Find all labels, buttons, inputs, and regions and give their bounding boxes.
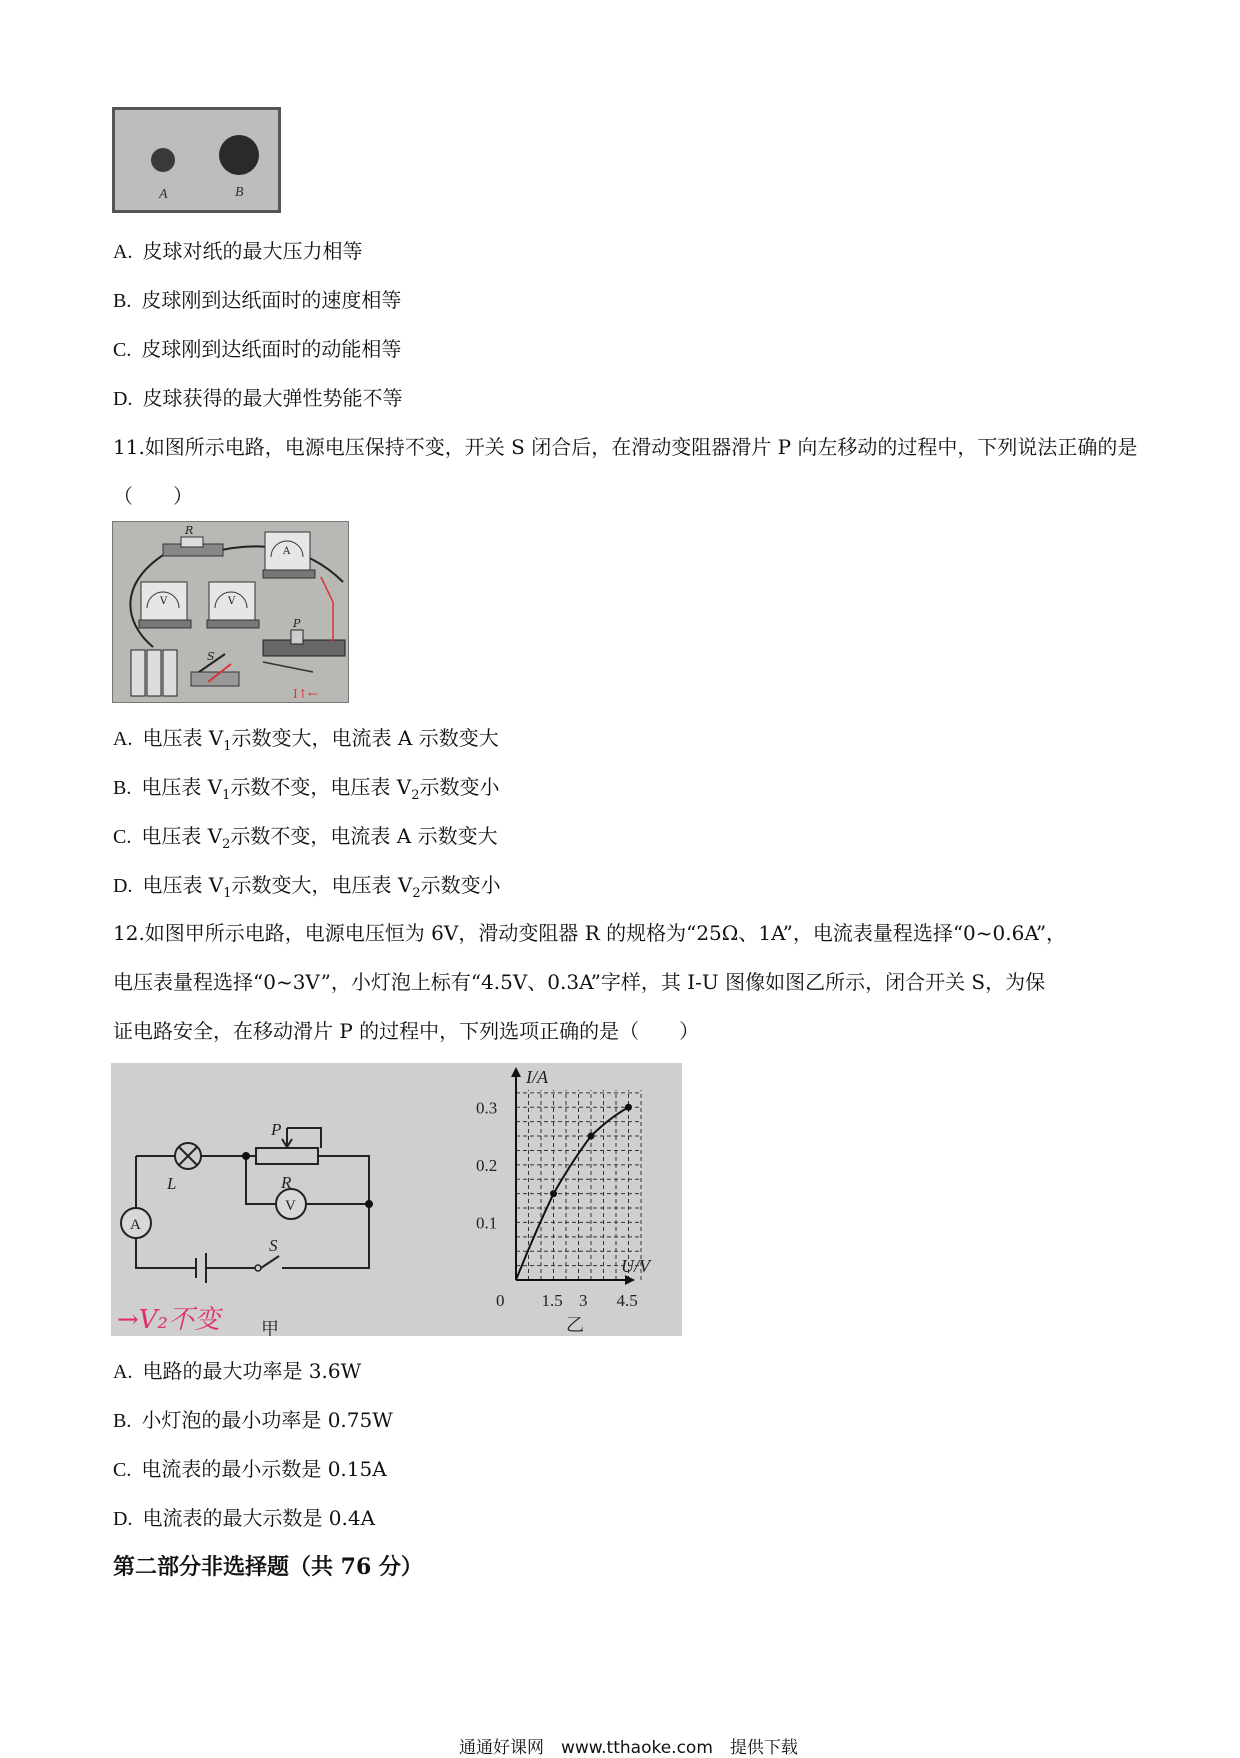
label-s: S: [269, 1236, 278, 1255]
ball-figure-drawing: [115, 110, 278, 210]
photo-current-annotation: I↑←: [293, 687, 318, 701]
photo-label-s: S: [207, 650, 215, 663]
q12-option-c[interactable]: [113, 1455, 387, 1484]
option-text: 示数变小: [420, 873, 501, 897]
subscript: 1: [222, 788, 231, 803]
page-footer: 通通好课网 www.tthaoke.com 提供下载: [459, 1738, 798, 1758]
option-text: 示数变大，电压表 V: [231, 873, 413, 897]
photo-label-r: R: [185, 524, 194, 537]
handwritten-note: →V₂不变: [117, 1305, 220, 1335]
y-tick-label: 0.1: [476, 1213, 498, 1233]
option-text: 电压表 V: [141, 775, 223, 799]
data-point: [550, 1190, 557, 1197]
x-axis-arrow: [625, 1275, 635, 1285]
q11-option-b[interactable]: [113, 773, 500, 810]
q12-stem-line-2: 电压表量程选择“0~3V”，小灯泡上标有“4.5V、0.3A”字样，其 I-U 图像如图乙所示，闭合开关 S，为保: [113, 970, 1046, 994]
subscript: 1: [223, 739, 232, 754]
subscript: 2: [412, 886, 421, 901]
section-heading: 第二部分非选择题（共 76 分）: [113, 1554, 423, 1580]
q11-circuit-photo: [112, 521, 349, 703]
option-text: 示数变大，电流表 A 示数变大: [231, 726, 499, 750]
q12-stem-line-3: 证电路安全，在移动滑片 P 的过程中，下列选项正确的是（ ）: [113, 1019, 700, 1043]
q12-stem-line-1: 12.如图甲所示电路，电源电压恒为 6V，滑动变阻器 R 的规格为“25Ω、1A”，电流表量程选择“0~0.6A”，: [113, 921, 1067, 945]
option-text: 皮球对纸的最大压力相等: [142, 239, 363, 263]
option-letter: D.: [113, 388, 133, 410]
option-letter: D.: [113, 875, 133, 897]
label-r: R: [281, 1173, 292, 1192]
circuit-caption: 甲: [261, 1319, 279, 1336]
rheostat-symbol: [256, 1148, 318, 1164]
ball-b-label: B: [235, 185, 244, 200]
chart-xlabel: U/V: [621, 1256, 650, 1276]
label-v: V: [285, 1198, 296, 1214]
photo-label-v1: V: [160, 596, 168, 607]
data-point: [625, 1104, 632, 1111]
photo-label-a: A: [283, 546, 291, 557]
q12-figure: [111, 1063, 682, 1336]
q11-circuit-drawing: [113, 522, 349, 703]
ball-b-mark: [219, 135, 259, 175]
option-text: 电流表的最大示数是 0.4A: [142, 1506, 376, 1530]
x-tick-label: 1.5: [541, 1291, 563, 1310]
q10-option-d[interactable]: [113, 384, 402, 413]
option-letter: B.: [113, 777, 132, 799]
subscript: 2: [411, 788, 420, 803]
option-text: 电压表 V: [141, 824, 223, 848]
option-text: 电路的最大功率是 3.6W: [142, 1359, 362, 1383]
option-text: 示数不变，电流表 A 示数变大: [230, 824, 498, 848]
q11-option-d[interactable]: [113, 871, 501, 908]
ball-figure: [112, 107, 281, 213]
q11-option-a[interactable]: [113, 724, 499, 761]
option-letter: C.: [113, 339, 132, 361]
option-text: 电压表 V: [142, 726, 224, 750]
ball-a-mark: [151, 148, 175, 172]
q10-option-c[interactable]: [113, 335, 401, 364]
photo-label-p: P: [293, 617, 301, 630]
option-text: 皮球刚到达纸面时的速度相等: [141, 288, 402, 312]
photo-label-v2: V: [228, 596, 236, 607]
option-text: 电流表的最小示数是 0.15A: [141, 1457, 387, 1481]
chart-caption: 乙: [566, 1315, 584, 1336]
label-a: A: [130, 1217, 141, 1233]
q11-option-c[interactable]: [113, 822, 498, 859]
slider-arrow: [282, 1128, 292, 1147]
x-tick-label: 4.5: [616, 1291, 638, 1310]
switch-symbol: [255, 1265, 261, 1271]
q12-circuit-diagram: [111, 1063, 401, 1336]
label-l: L: [167, 1174, 177, 1193]
ball-a-label: A: [159, 187, 168, 202]
y-axis-arrow: [511, 1067, 521, 1077]
q12-option-d[interactable]: [113, 1504, 375, 1533]
option-letter: D.: [113, 1508, 133, 1530]
option-text: 示数不变，电压表 V: [230, 775, 412, 799]
y-tick-label: 0.2: [476, 1155, 498, 1175]
label-p: P: [271, 1120, 282, 1139]
option-letter: A.: [113, 1361, 133, 1383]
chart-origin-label: 0: [496, 1291, 505, 1310]
chart-ylabel: I/A: [526, 1067, 548, 1087]
option-text: 皮球获得的最大弹性势能不等: [142, 386, 403, 410]
option-text: 示数变小: [419, 775, 500, 799]
data-point: [588, 1133, 595, 1140]
option-letter: B.: [113, 1410, 132, 1432]
q11-stem: 11.如图所示电路，电源电压保持不变，开关 S 闭合后，在滑动变阻器滑片 P 向左移动的过程中，下列说法正确的是（ ）: [113, 435, 1138, 508]
option-text: 小灯泡的最小功率是 0.75W: [141, 1408, 393, 1432]
option-letter: C.: [113, 826, 132, 848]
y-tick-label: 0.3: [476, 1098, 498, 1118]
x-tick-label: 3: [579, 1291, 588, 1310]
subscript: 1: [223, 886, 232, 901]
q12-option-a[interactable]: [113, 1357, 361, 1386]
option-letter: A.: [113, 241, 133, 263]
option-text: 电压表 V: [142, 873, 224, 897]
option-letter: C.: [113, 1459, 132, 1481]
q12-option-b[interactable]: [113, 1406, 393, 1435]
subscript: 2: [222, 837, 231, 852]
option-text: 皮球刚到达纸面时的动能相等: [141, 337, 402, 361]
q10-option-b[interactable]: [113, 286, 401, 315]
option-letter: B.: [113, 290, 132, 312]
q10-option-a[interactable]: [113, 237, 362, 266]
iu-graph: [401, 1063, 682, 1336]
option-letter: A.: [113, 728, 133, 750]
